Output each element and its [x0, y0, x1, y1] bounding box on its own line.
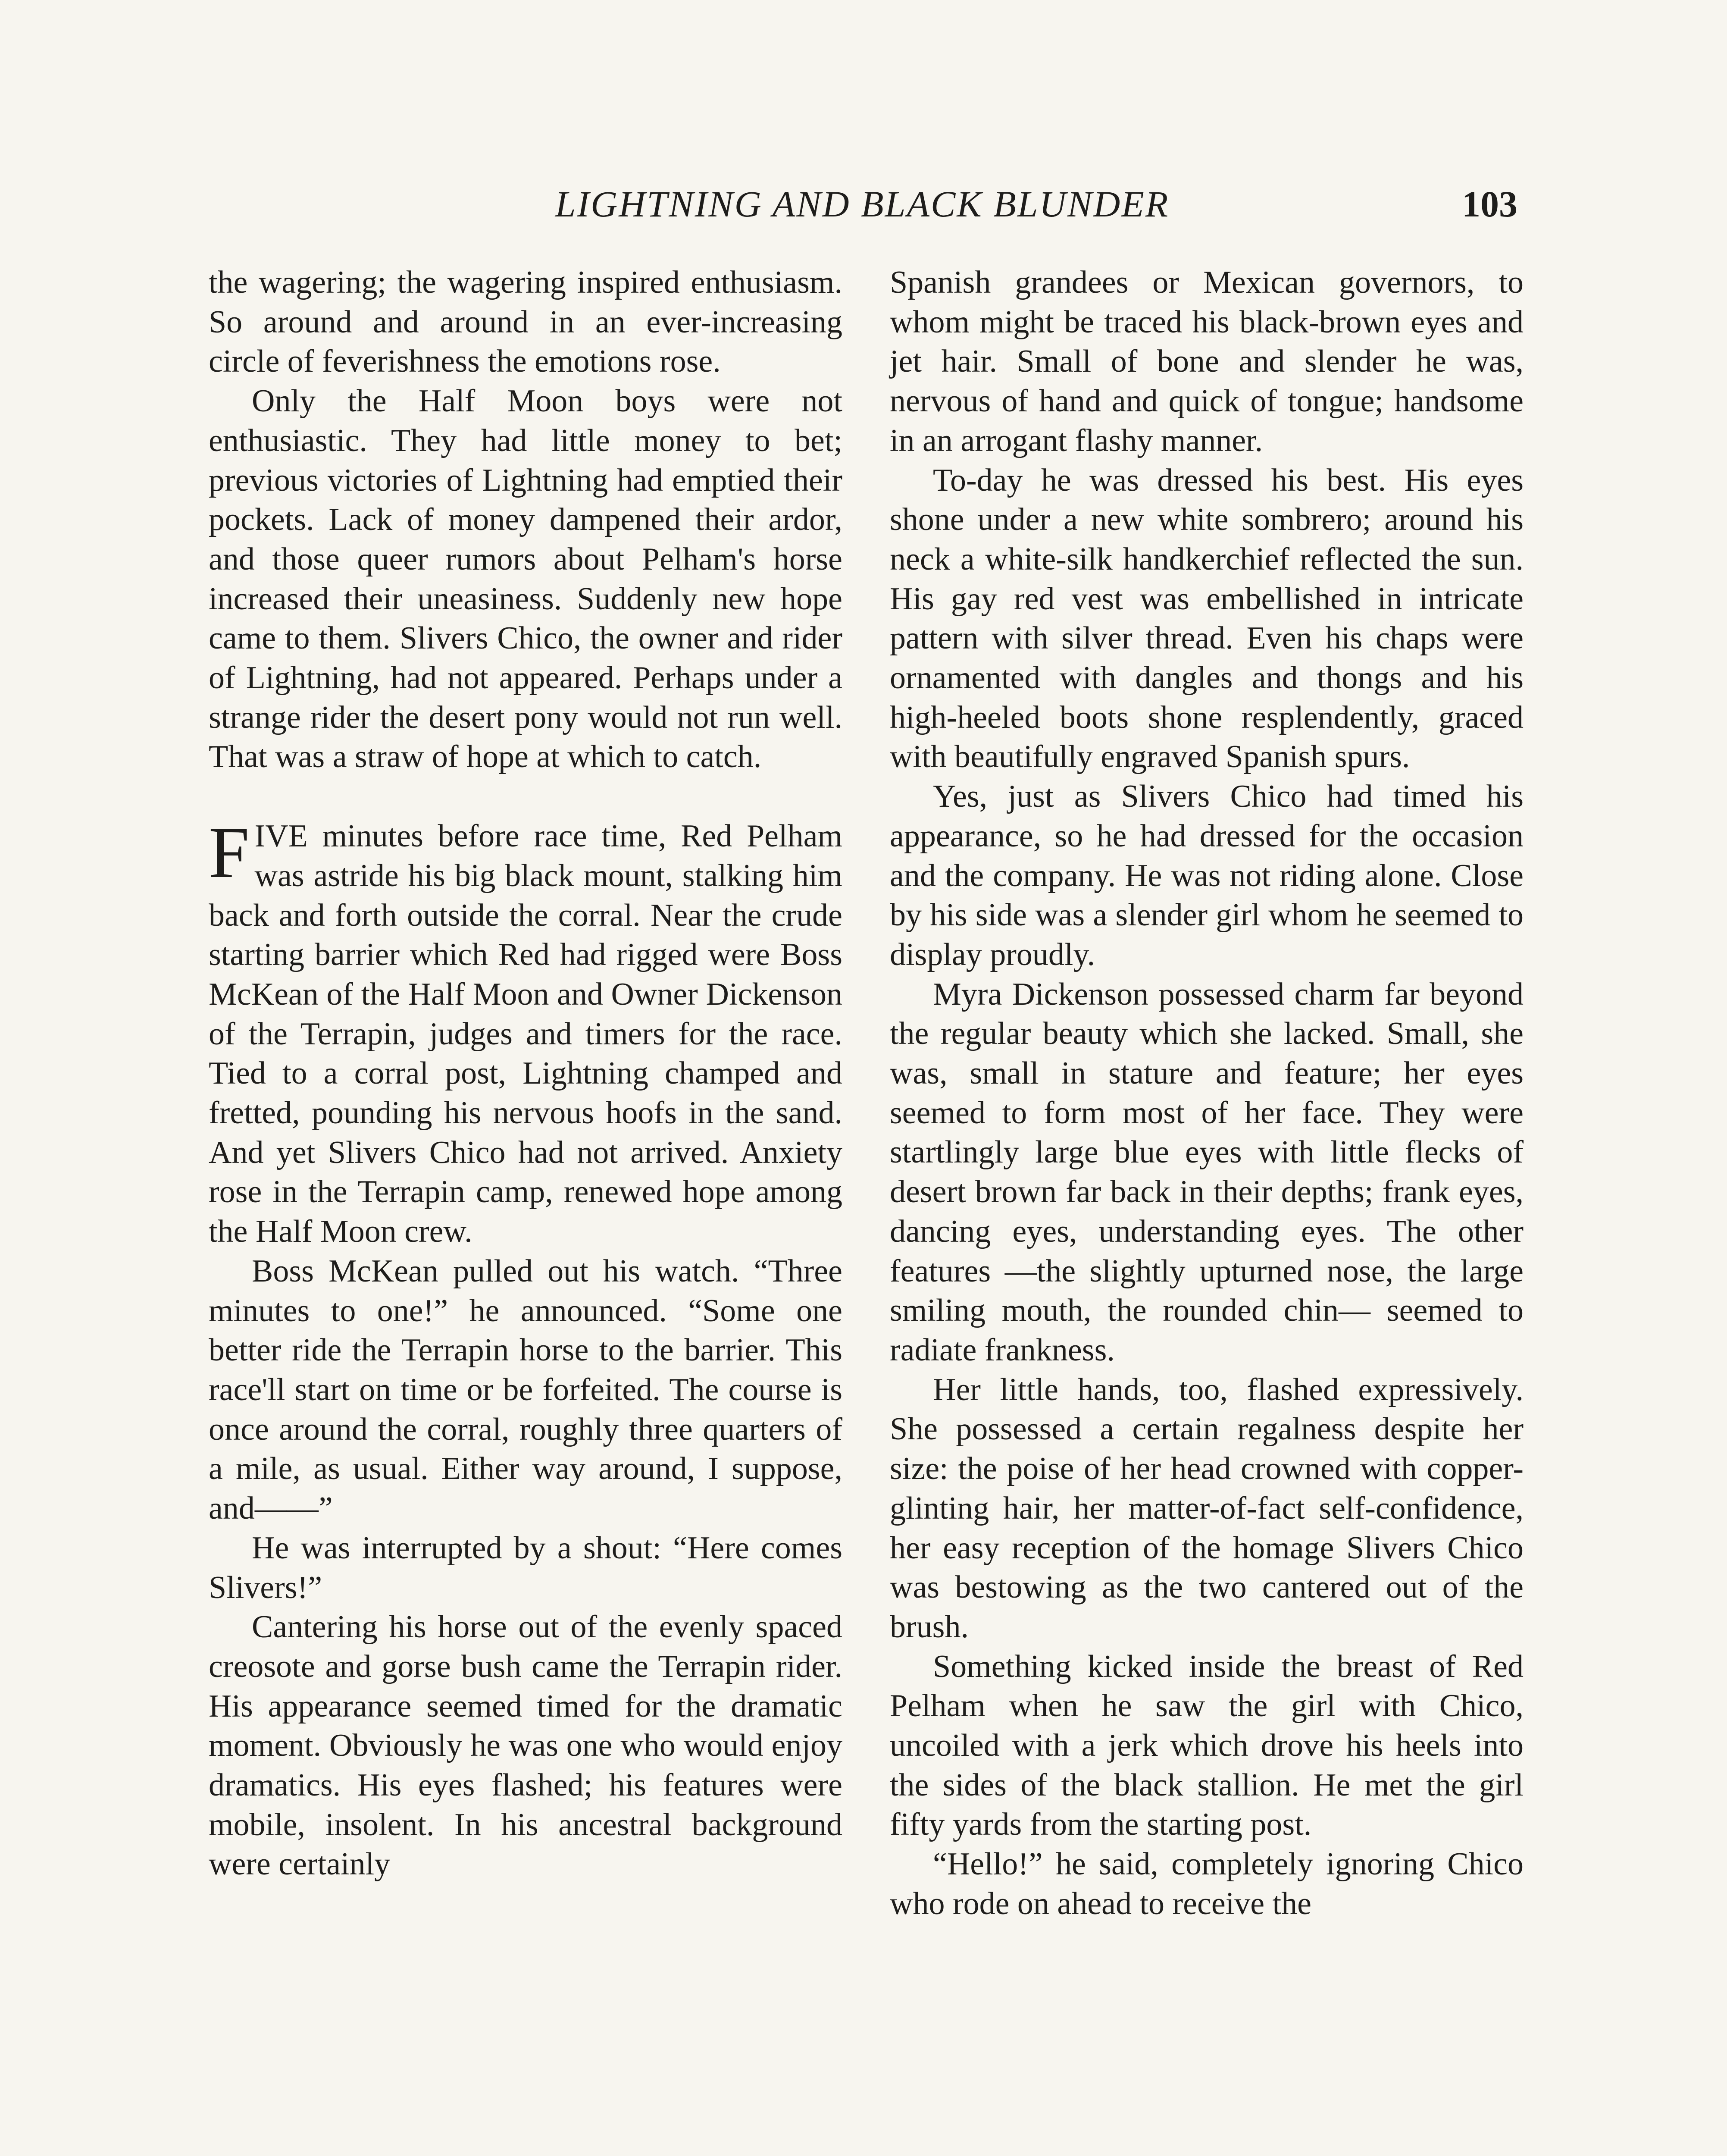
page-number: 103 — [1462, 183, 1517, 225]
paragraph: Only the Half Moon boys were not enthusiastic. They had little money to bet; previous victories of Lightning had emptied their pockets. Lack of money dampened their ardor, and those queer rumors about Pelham's horse increased their uneasiness. Suddenly new hope came to them. Slivers Chico, the owner and rider of Lightning, had not appeared. Perhaps under a strange rider the desert pony would not run well. That was a straw of hope at which to catch. — [209, 383, 842, 775]
paragraph: Cantering his horse out of the evenly spaced creosote and gorse bush came the Terrapin rider. His appearance seemed timed for the dramatic moment. Obviously he was one who would enjoy dramatics. His eyes flashed; his features were mobile, insolent. In his ancestral background were certainly — [209, 1609, 842, 1882]
running-head: LIGHTNING AND BLACK BLUNDER — [555, 183, 1170, 225]
paragraph: Spanish grandees or Mexican governors, to whom might be traced his black-brown eyes and jet hair. Small of bone and slender he was, nervous of hand and quick of tongue; handsome in an arrogant flashy manner. — [890, 265, 1524, 458]
drop-cap: F — [209, 812, 250, 893]
page-header — [207, 180, 1517, 228]
section-opening-paragraph — [209, 812, 842, 1252]
paragraph: Yes, just as Slivers Chico had timed his appearance, so he had dressed for the occasion and the company. He was not riding alone. Close by his side was a slender girl whom he seemed to display proudly. — [890, 779, 1524, 972]
paragraph: He was interrupted by a shout: “Here comes Slivers!” — [209, 1530, 842, 1605]
paragraph-text: IVE minutes before race time, Red Pelham was astride his big black mount, stalking him back and forth outside the corral. Near the crude starting barrier which Red had rigged were Boss McKean of the Half Moon and Owner Dickenson of the Terrapin, judges and timers for the race. Tied to a corral post, Lightning champed and fretted, pounding his nervous hoofs in the sand. And yet Slivers Chico had not arrived. Anxiety rose in the Terrapin camp, renewed hope among the Half Moon crew. — [209, 818, 842, 1250]
paragraph: the wagering; the wagering inspired enthusiasm. So around and around in an ever-increasing circle of feverishness the emotions rose. — [209, 265, 842, 379]
paragraph: Myra Dickenson possessed charm far beyond the regular beauty which she lacked. Small, she was, small in stature and feature; her eyes seemed to form most of her face. They were startlingly large blue eyes with little flecks of desert brown far back in their depths; frank eyes, dancing eyes, understanding eyes. The other features —the slightly upturned nose, the large smiling mouth, the rounded chin— seemed to radiate frankness. — [890, 976, 1524, 1368]
paragraph: Something kicked inside the breast of Red Pelham when he saw the girl with Chico, uncoiled with a jerk which drove his heels into the sides of the black stallion. He met the girl fifty yards from the starting post. — [890, 1648, 1524, 1843]
paragraph: Boss McKean pulled out his watch. “Three minutes to one!” he announced. “Some one better ride the Terrapin horse to the barrier. This race'll start on time or be forfeited. The course is once around the corral, roughly three quarters of a mile, as usual. Either way around, I suppose, and——” — [209, 1253, 842, 1526]
right-column — [890, 263, 1524, 2156]
left-column — [209, 263, 842, 2156]
paragraph: Her little hands, too, flashed expressively. She possessed a certain regalness despite her size: the poise of her head crowned with copper-glinting hair, her matter-of-fact self-confidence, her easy reception of the homage Slivers Chico was bestowing as the two cantered out of the brush. — [890, 1372, 1524, 1645]
paragraph: “Hello!” he said, completely ignoring Chico who rode on ahead to receive the — [890, 1846, 1524, 1921]
paragraph: To-day he was dressed his best. His eyes shone under a new white sombrero; around his neck a white-silk handkerchief reflected the sun. His gay red vest was embellished in intricate pattern with silver thread. Even his chaps were ornamented with dangles and thongs and his high-heeled boots shone resplendently, graced with beautifully engraved Spanish spurs. — [890, 462, 1524, 775]
